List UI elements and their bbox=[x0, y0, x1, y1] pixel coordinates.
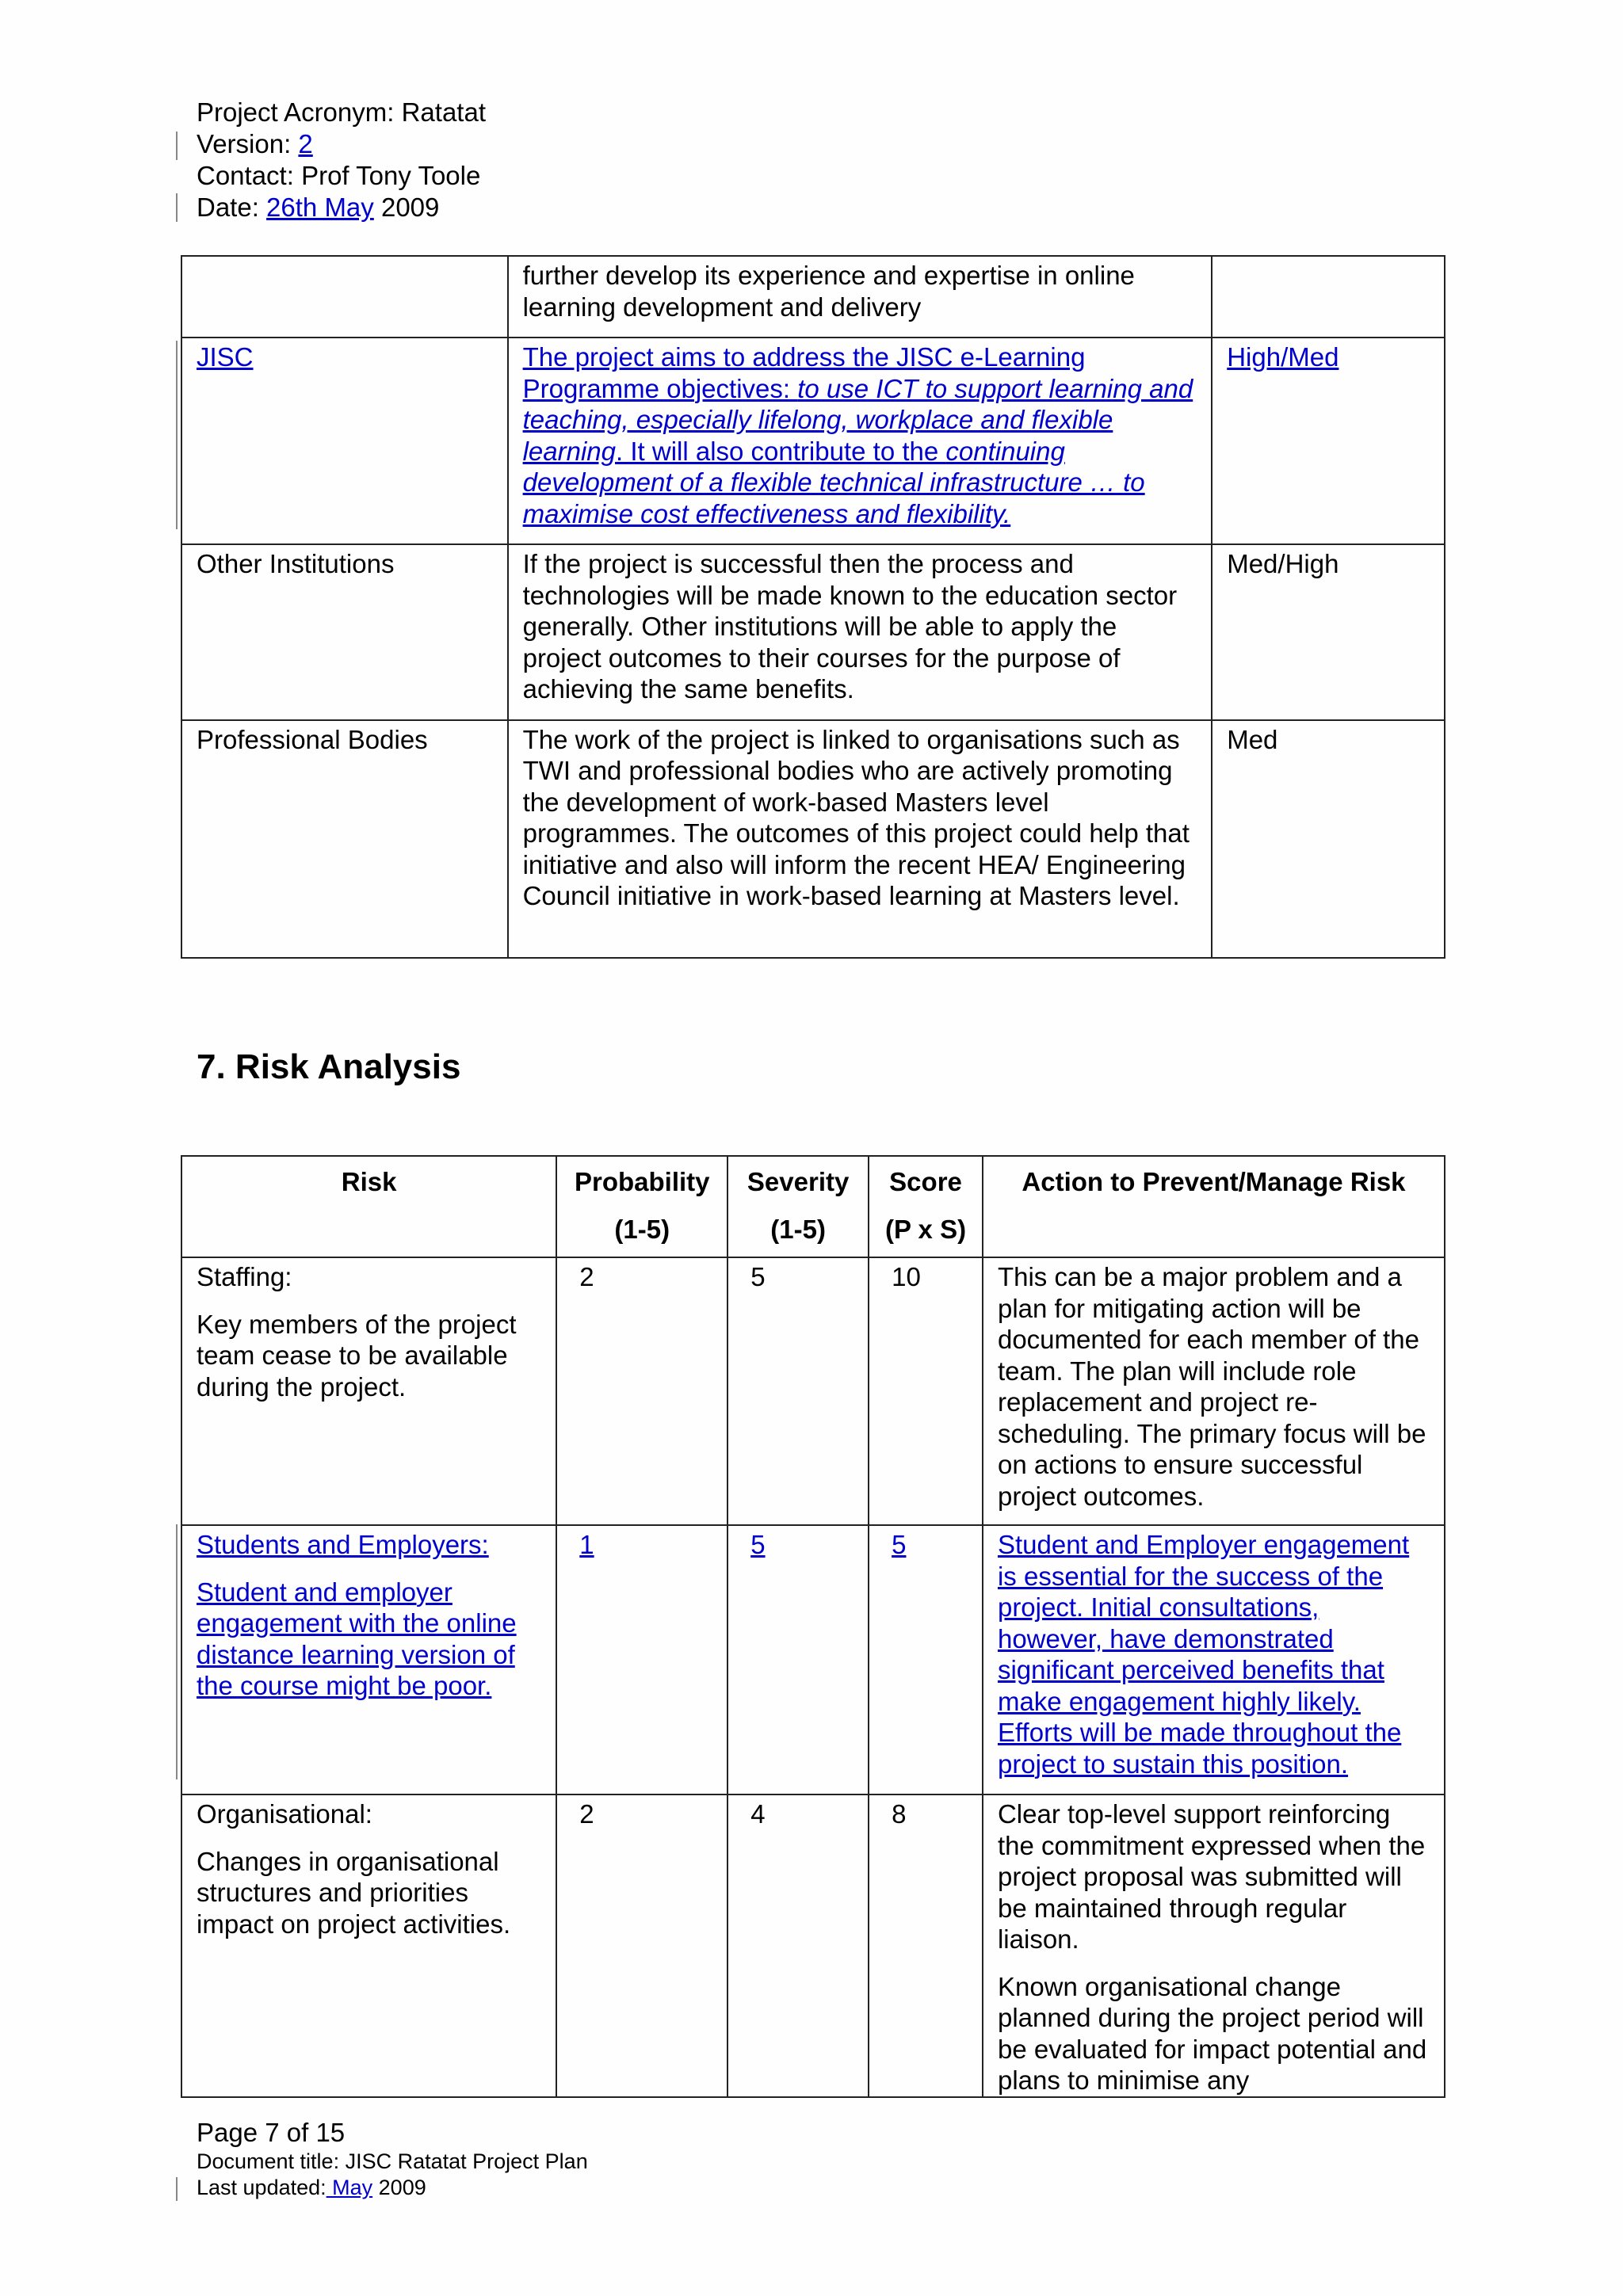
importance-cell: Med/High bbox=[1212, 544, 1445, 720]
risk-title: Organisational: bbox=[197, 1799, 372, 1829]
page-footer bbox=[197, 2117, 588, 2201]
jisc-objective-link[interactable]: to use ICT to support learning and teaching, especially lifelong, workplace and flexible learning bbox=[522, 373, 1193, 466]
table-header-row bbox=[181, 1156, 1445, 1257]
probability-cell: 2 bbox=[556, 1794, 727, 2097]
page-header bbox=[197, 97, 486, 223]
risk-description: Key members of the project team cease to be available during the project. bbox=[197, 1309, 517, 1402]
table-row bbox=[181, 544, 1445, 720]
header-score: Score (P x S) bbox=[869, 1156, 983, 1257]
severity-cell bbox=[727, 1525, 869, 1794]
table-row bbox=[181, 720, 1445, 958]
risk-title-link[interactable]: Students and Employers: bbox=[197, 1530, 489, 1559]
risk-description: Changes in organisational structures and priorities impact on project activities. bbox=[197, 1846, 511, 1939]
change-bar-date bbox=[176, 193, 178, 222]
interest-cell: If the project is successful then the process and technologies will be made known to the education sector generally. Other institutions will be able to apply the project outcomes to their courses for the purpose of achieving the same benefits. bbox=[508, 544, 1212, 720]
importance-cell: Med bbox=[1212, 720, 1445, 958]
header-action: Action to Prevent/Manage Risk bbox=[983, 1156, 1445, 1257]
probability-cell bbox=[556, 1525, 727, 1794]
project-acronym: Project Acronym: Ratatat bbox=[197, 97, 486, 127]
stakeholder-table bbox=[181, 255, 1445, 959]
score-cell: 8 bbox=[869, 1794, 983, 2097]
stakeholder-cell: Professional Bodies bbox=[181, 720, 508, 958]
change-bar-students-row bbox=[176, 1524, 178, 1779]
risk-cell bbox=[181, 1525, 556, 1794]
jisc-infrastructure-link[interactable]: continuing development of a flexible technical infrastructure … to maximise cost effectiveness and flexibility. bbox=[522, 436, 1145, 528]
jisc-link[interactable]: JISC bbox=[197, 342, 254, 372]
importance-cell bbox=[1212, 256, 1445, 338]
severity-cell: 5 bbox=[727, 1257, 869, 1525]
action-cell bbox=[983, 1257, 1445, 1525]
interest-cell bbox=[508, 338, 1212, 544]
importance-link[interactable]: High/Med bbox=[1227, 342, 1339, 372]
contact: Contact: Prof Tony Toole bbox=[197, 161, 481, 190]
table-row bbox=[181, 1257, 1445, 1525]
risk-title: Staffing: bbox=[197, 1262, 292, 1291]
risk-cell bbox=[181, 1794, 556, 2097]
score-cell bbox=[869, 1525, 983, 1794]
action-text: Known organisational change planned during the project period will be evaluated for impact potential and plans to minimise any bbox=[997, 1971, 1427, 2095]
jisc-contribute-link[interactable]: . It will also contribute to the bbox=[616, 436, 946, 466]
action-text-link[interactable]: Student and Employer engagement is essential for the success of the project. Initial consultations, however, have demonstrated significant perceived benefits that make engagement highly likely. Efforts will be made throughout the project to sustain this position. bbox=[997, 1530, 1410, 1779]
jisc-aims-link[interactable]: The project aims to address the JISC e-Learning Programme objectives: bbox=[522, 342, 1086, 403]
stakeholder-cell: Other Institutions bbox=[181, 544, 508, 720]
table-row bbox=[181, 338, 1445, 544]
risk-table bbox=[181, 1155, 1445, 2098]
last-updated: Last updated: May 2009 bbox=[197, 2176, 426, 2199]
action-cell bbox=[983, 1794, 1445, 2097]
document-title: Document title: JISC Ratatat Project Plan bbox=[197, 2149, 588, 2173]
stakeholder-cell bbox=[181, 256, 508, 338]
interest-cell: The work of the project is linked to organisations such as TWI and professional bodies who are actively promoting the development of work-based Masters level programmes. The outcomes of this project could help that initiative and also will inform the recent HEA/ Engineering Council initiative in work-based learning at Masters level. bbox=[508, 720, 1212, 958]
risk-description-link[interactable]: Student and employer engagement with the online distance learning version of the course might be poor. bbox=[197, 1577, 517, 1700]
interest-cell: further develop its experience and expertise in online learning development and delivery bbox=[508, 256, 1212, 338]
section-title: 7. Risk Analysis bbox=[197, 1047, 461, 1086]
action-text: Clear top-level support reinforcing the commitment expressed when the project proposal was submitted will be maintained through regular liaison. bbox=[997, 1799, 1426, 1954]
table-row bbox=[181, 256, 1445, 338]
risk-cell bbox=[181, 1257, 556, 1525]
stakeholder-cell bbox=[181, 338, 508, 544]
table-row bbox=[181, 1794, 1445, 2097]
table-row bbox=[181, 1525, 1445, 1794]
severity-link[interactable]: 5 bbox=[750, 1530, 766, 1559]
change-bar-footer bbox=[176, 2177, 178, 2201]
version-link[interactable]: 2 bbox=[298, 129, 313, 158]
header-risk: Risk bbox=[181, 1156, 556, 1257]
date-link[interactable]: 26th May bbox=[266, 193, 374, 222]
updated-link[interactable]: May bbox=[326, 2176, 373, 2199]
action-cell bbox=[983, 1525, 1445, 1794]
probability-cell: 2 bbox=[556, 1257, 727, 1525]
page-number: Page 7 of 15 bbox=[197, 2118, 346, 2147]
date: Date: 26th May 2009 bbox=[197, 193, 440, 222]
version: Version: 2 bbox=[197, 129, 313, 158]
score-cell: 10 bbox=[869, 1257, 983, 1525]
change-bar-jisc-row bbox=[176, 341, 178, 529]
probability-link[interactable]: 1 bbox=[579, 1530, 594, 1559]
header-severity: Severity (1-5) bbox=[727, 1156, 869, 1257]
importance-cell bbox=[1212, 338, 1445, 544]
action-text: This can be a major problem and a plan for mitigating action will be documented for each member of the team. The plan will include role replacement and project re-scheduling. The primary focus will be on actions to ensure successful project outcomes. bbox=[997, 1262, 1426, 1511]
header-probability: Probability (1-5) bbox=[556, 1156, 727, 1257]
change-bar-version bbox=[176, 132, 178, 160]
score-link[interactable]: 5 bbox=[892, 1530, 907, 1559]
severity-cell: 4 bbox=[727, 1794, 869, 2097]
